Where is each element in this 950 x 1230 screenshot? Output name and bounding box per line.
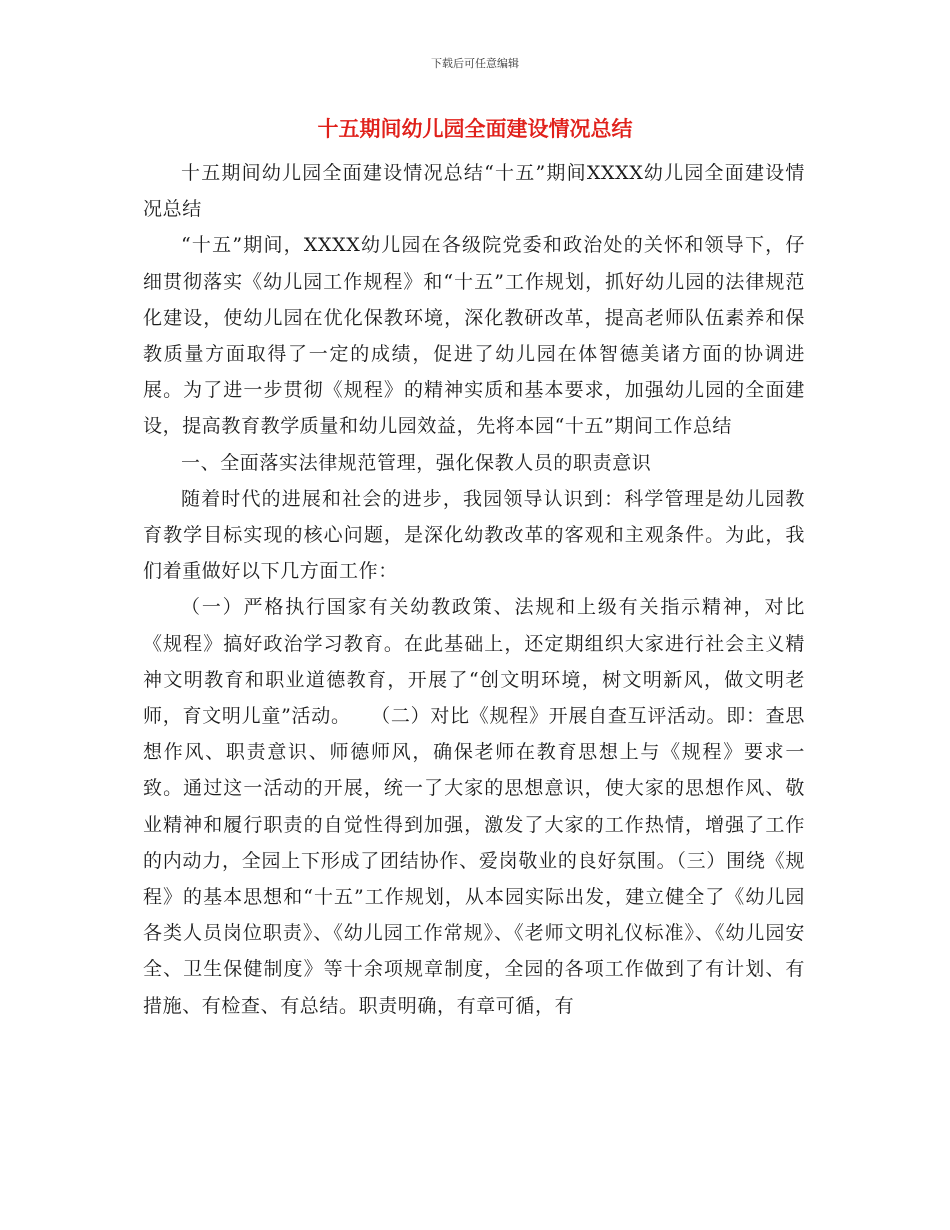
- section-heading-1: 一、全面落实法律规范管理，强化保教人员的职责意识: [181, 451, 652, 474]
- page-header-note: 下载后可任意编辑: [431, 57, 519, 70]
- document-body: [143, 155, 805, 1024]
- paragraph-measures: （一）严格执行国家有关幼教政策、法规和上级有关指示精神，对比《规程》搞好政治学习教育。在此基础上，还定期组织大家进行社会主义精神文明教育和职业道德教育，开展了“创文明环境，树文明新风，做文明老师，育文明儿童”活动。 （二）对比《规程》开展自查互评活动。即：查思想作风、职责意识、师德师风，确保老师在教育思想上与《规程》要求一致。通过这一活动的开展，统一了大家的思想意识，使大家的思想作风、敬业精神和履行职责的自觉性得到加强，激发了大家的工作热情，增强了工作的内动力，全园上下形成了团结协作、爱岗敬业的良好氛围。（三）围绕《规程》的基本思想和“十五”工作规划，从本园实际出发，建立健全了《幼儿园各类人员岗位职责》、《幼儿园工作常规》、《老师文明礼仪标准》、《幼儿园安全、卫生保健制度》等十余项规章制度，全园的各项工作做到了有计划、有措施、有检查、有总结。职责明确，有章可循，有: [143, 596, 805, 1017]
- paragraph-intro: 十五期间幼儿园全面建设情况总结“十五”期间XXXX幼儿园全面建设情况总结: [143, 162, 805, 221]
- document-title: 十五期间幼儿园全面建设情况总结: [317, 117, 633, 141]
- paragraph-overview: “十五”期间，XXXX幼儿园在各级院党委和政治处的关怀和领导下，仔细贯彻落实《幼儿园工作规程》和“十五”工作规划，抓好幼儿园的法律规范化建设，使幼儿园在优化保教环境，深化教研改革，提高老师队伍素养和保教质量方面取得了一定的成绩，促进了幼儿园在体智德美诸方面的协调进展。为了进一步贯彻《规程》的精神实质和基本要求，加强幼儿园的全面建设，提高教育教学质量和幼儿园效益，先将本园“十五”期间工作总结: [143, 234, 805, 438]
- paragraph-management: 随着时代的进展和社会的进步，我园领导认识到：科学管理是幼儿园教育教学目标实现的核心问题，是深化幼教改革的客观和主观条件。为此，我们着重做好以下几方面工作：: [143, 487, 805, 583]
